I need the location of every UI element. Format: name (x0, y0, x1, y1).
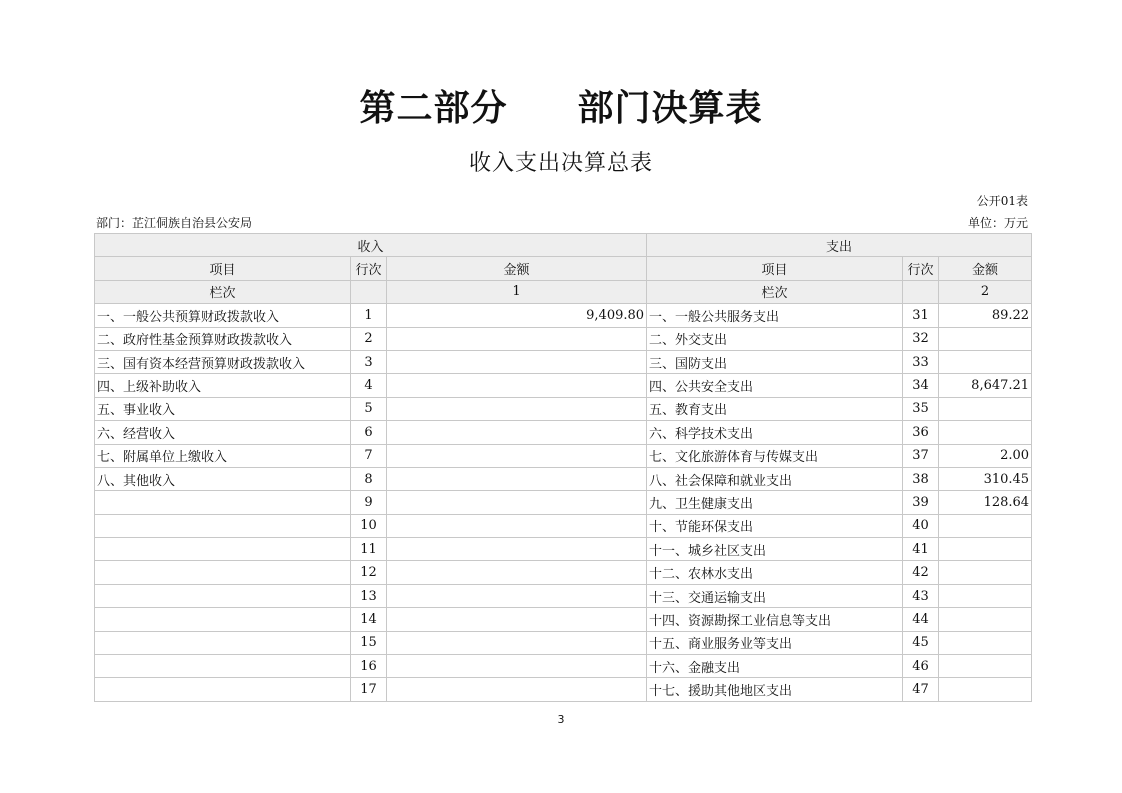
income-amount-header: 金额 (387, 257, 647, 280)
expense-line-cell: 47 (903, 678, 939, 701)
expense-line-cell: 44 (903, 608, 939, 631)
table-row (95, 584, 1032, 607)
income-line-cell: 6 (351, 421, 387, 444)
expense-line-cell: 36 (903, 421, 939, 444)
income-line-cell: 2 (351, 327, 387, 350)
income-amount-cell (387, 374, 647, 397)
unit-label: 单位：万元 (967, 216, 1028, 230)
income-item-cell (95, 538, 351, 561)
income-item-cell (95, 678, 351, 701)
expense-amount-cell: 89.22 (939, 304, 1032, 327)
income-item-cell: 三、国有资本经营预算财政拨款收入 (95, 350, 351, 373)
income-line-cell: 14 (351, 608, 387, 631)
expense-line-cell: 40 (903, 514, 939, 537)
expense-line-cell: 38 (903, 467, 939, 490)
expense-line-cell: 41 (903, 538, 939, 561)
table-row (95, 350, 1032, 373)
expense-item-cell: 七、文化旅游体育与传媒支出 (647, 444, 903, 467)
income-amount-cell (387, 678, 647, 701)
income-line-cell: 10 (351, 514, 387, 537)
table-row (95, 538, 1032, 561)
expense-line-cell: 37 (903, 444, 939, 467)
income-line-cell: 12 (351, 561, 387, 584)
expense-item-cell: 十二、农林水支出 (647, 561, 903, 584)
expense-amount-cell: 310.45 (939, 467, 1032, 490)
expense-item-cell: 十四、资源勘探工业信息等支出 (647, 608, 903, 631)
income-line-cell: 9 (351, 491, 387, 514)
expense-line-cell: 42 (903, 561, 939, 584)
table-row (95, 304, 1032, 327)
expense-item-cell: 二、外交支出 (647, 327, 903, 350)
table-row (95, 444, 1032, 467)
expense-amount-cell (939, 514, 1032, 537)
income-line-cell: 16 (351, 655, 387, 678)
expense-line-cell: 34 (903, 374, 939, 397)
income-amount-cell (387, 444, 647, 467)
expense-line-cell: 35 (903, 397, 939, 420)
expense-line-cell: 31 (903, 304, 939, 327)
table-row (95, 514, 1032, 537)
department-label: 部门：芷江侗族自治县公安局 (96, 216, 253, 230)
income-item-cell (95, 491, 351, 514)
income-amount-cell (387, 397, 647, 420)
income-item-cell (95, 514, 351, 537)
income-column-label: 栏次 (95, 280, 351, 303)
expense-item-cell: 十五、商业服务业等支出 (647, 631, 903, 654)
expense-amount-cell (939, 350, 1032, 373)
income-line-cell: 3 (351, 350, 387, 373)
table-row (95, 631, 1032, 654)
expense-column-blank (903, 280, 939, 303)
expense-line-cell: 45 (903, 631, 939, 654)
income-expense-table (94, 233, 1032, 702)
expense-item-cell: 十三、交通运输支出 (647, 584, 903, 607)
income-amount-cell (387, 608, 647, 631)
expense-item-cell: 十六、金融支出 (647, 655, 903, 678)
income-item-cell: 七、附属单位上缴收入 (95, 444, 351, 467)
expense-amount-cell (939, 655, 1032, 678)
income-item-cell: 五、事业收入 (95, 397, 351, 420)
expense-amount-header: 金额 (939, 257, 1032, 280)
expense-column-label: 栏次 (647, 280, 903, 303)
expense-item-cell: 九、卫生健康支出 (647, 491, 903, 514)
income-item-header: 项目 (95, 257, 351, 280)
income-item-cell: 一、一般公共预算财政拨款收入 (95, 304, 351, 327)
income-amount-cell (387, 631, 647, 654)
income-column-blank (351, 280, 387, 303)
expense-amount-cell (939, 421, 1032, 444)
header-row-column-numbers (95, 280, 1032, 303)
income-item-cell: 二、政府性基金预算财政拨款收入 (95, 327, 351, 350)
table-row (95, 374, 1032, 397)
expense-item-cell: 十、节能环保支出 (647, 514, 903, 537)
income-item-cell (95, 584, 351, 607)
expense-amount-cell (939, 327, 1032, 350)
expense-line-cell: 32 (903, 327, 939, 350)
income-amount-cell (387, 467, 647, 490)
expense-section-header: 支出 (647, 234, 1032, 257)
expense-amount-cell (939, 678, 1032, 701)
page-number: 3 (557, 713, 565, 726)
income-amount-cell (387, 584, 647, 607)
income-amount-cell (387, 491, 647, 514)
table-row (95, 655, 1032, 678)
page-title (0, 80, 1122, 131)
expense-item-cell: 八、社会保障和就业支出 (647, 467, 903, 490)
expense-item-cell: 十七、援助其他地区支出 (647, 678, 903, 701)
table-row (95, 467, 1032, 490)
expense-amount-cell (939, 538, 1032, 561)
expense-item-cell: 五、教育支出 (647, 397, 903, 420)
income-line-cell: 7 (351, 444, 387, 467)
income-amount-cell (387, 350, 647, 373)
expense-line-cell: 43 (903, 584, 939, 607)
income-item-cell: 八、其他收入 (95, 467, 351, 490)
income-line-cell: 17 (351, 678, 387, 701)
expense-line-cell: 39 (903, 491, 939, 514)
form-number: 公开01表 (976, 194, 1028, 208)
expense-amount-cell: 2.00 (939, 444, 1032, 467)
expense-item-cell: 十一、城乡社区支出 (647, 538, 903, 561)
income-item-cell (95, 561, 351, 584)
income-line-cell: 13 (351, 584, 387, 607)
expense-line-header: 行次 (903, 257, 939, 280)
expense-amount-cell (939, 561, 1032, 584)
table-row (95, 678, 1032, 701)
income-line-cell: 1 (351, 304, 387, 327)
table-row (95, 327, 1032, 350)
income-amount-cell (387, 561, 647, 584)
income-section-header: 收入 (95, 234, 647, 257)
expense-item-cell: 三、国防支出 (647, 350, 903, 373)
income-line-cell: 11 (351, 538, 387, 561)
income-amount-cell (387, 538, 647, 561)
title-part: 第二部分 (359, 87, 508, 129)
table-row (95, 608, 1032, 631)
income-line-cell: 15 (351, 631, 387, 654)
income-column-number: 1 (387, 280, 647, 303)
table-row (95, 561, 1032, 584)
expense-amount-cell: 8,647.21 (939, 374, 1032, 397)
expense-item-cell: 四、公共安全支出 (647, 374, 903, 397)
expense-amount-cell (939, 631, 1032, 654)
income-item-cell (95, 608, 351, 631)
table-row (95, 421, 1032, 444)
income-item-cell (95, 655, 351, 678)
table-row (95, 491, 1032, 514)
income-amount-cell (387, 327, 647, 350)
income-amount-cell (387, 514, 647, 537)
expense-amount-cell: 128.64 (939, 491, 1032, 514)
table-row (95, 397, 1032, 420)
income-item-cell: 四、上级补助收入 (95, 374, 351, 397)
expense-amount-cell (939, 584, 1032, 607)
title-name: 部门决算表 (577, 87, 763, 129)
income-item-cell (95, 631, 351, 654)
header-row-sections (95, 234, 1032, 257)
expense-amount-cell (939, 608, 1032, 631)
expense-column-number: 2 (939, 280, 1032, 303)
income-line-header: 行次 (351, 257, 387, 280)
expense-line-cell: 46 (903, 655, 939, 678)
expense-item-cell: 一、一般公共服务支出 (647, 304, 903, 327)
income-line-cell: 5 (351, 397, 387, 420)
expense-item-cell: 六、科学技术支出 (647, 421, 903, 444)
expense-amount-cell (939, 397, 1032, 420)
income-line-cell: 8 (351, 467, 387, 490)
header-row-columns (95, 257, 1032, 280)
expense-item-header: 项目 (647, 257, 903, 280)
income-item-cell: 六、经营收入 (95, 421, 351, 444)
income-amount-cell (387, 655, 647, 678)
income-line-cell: 4 (351, 374, 387, 397)
expense-line-cell: 33 (903, 350, 939, 373)
income-amount-cell: 9,409.80 (387, 304, 647, 327)
table-subtitle: 收入支出决算总表 (468, 151, 653, 176)
income-amount-cell (387, 421, 647, 444)
